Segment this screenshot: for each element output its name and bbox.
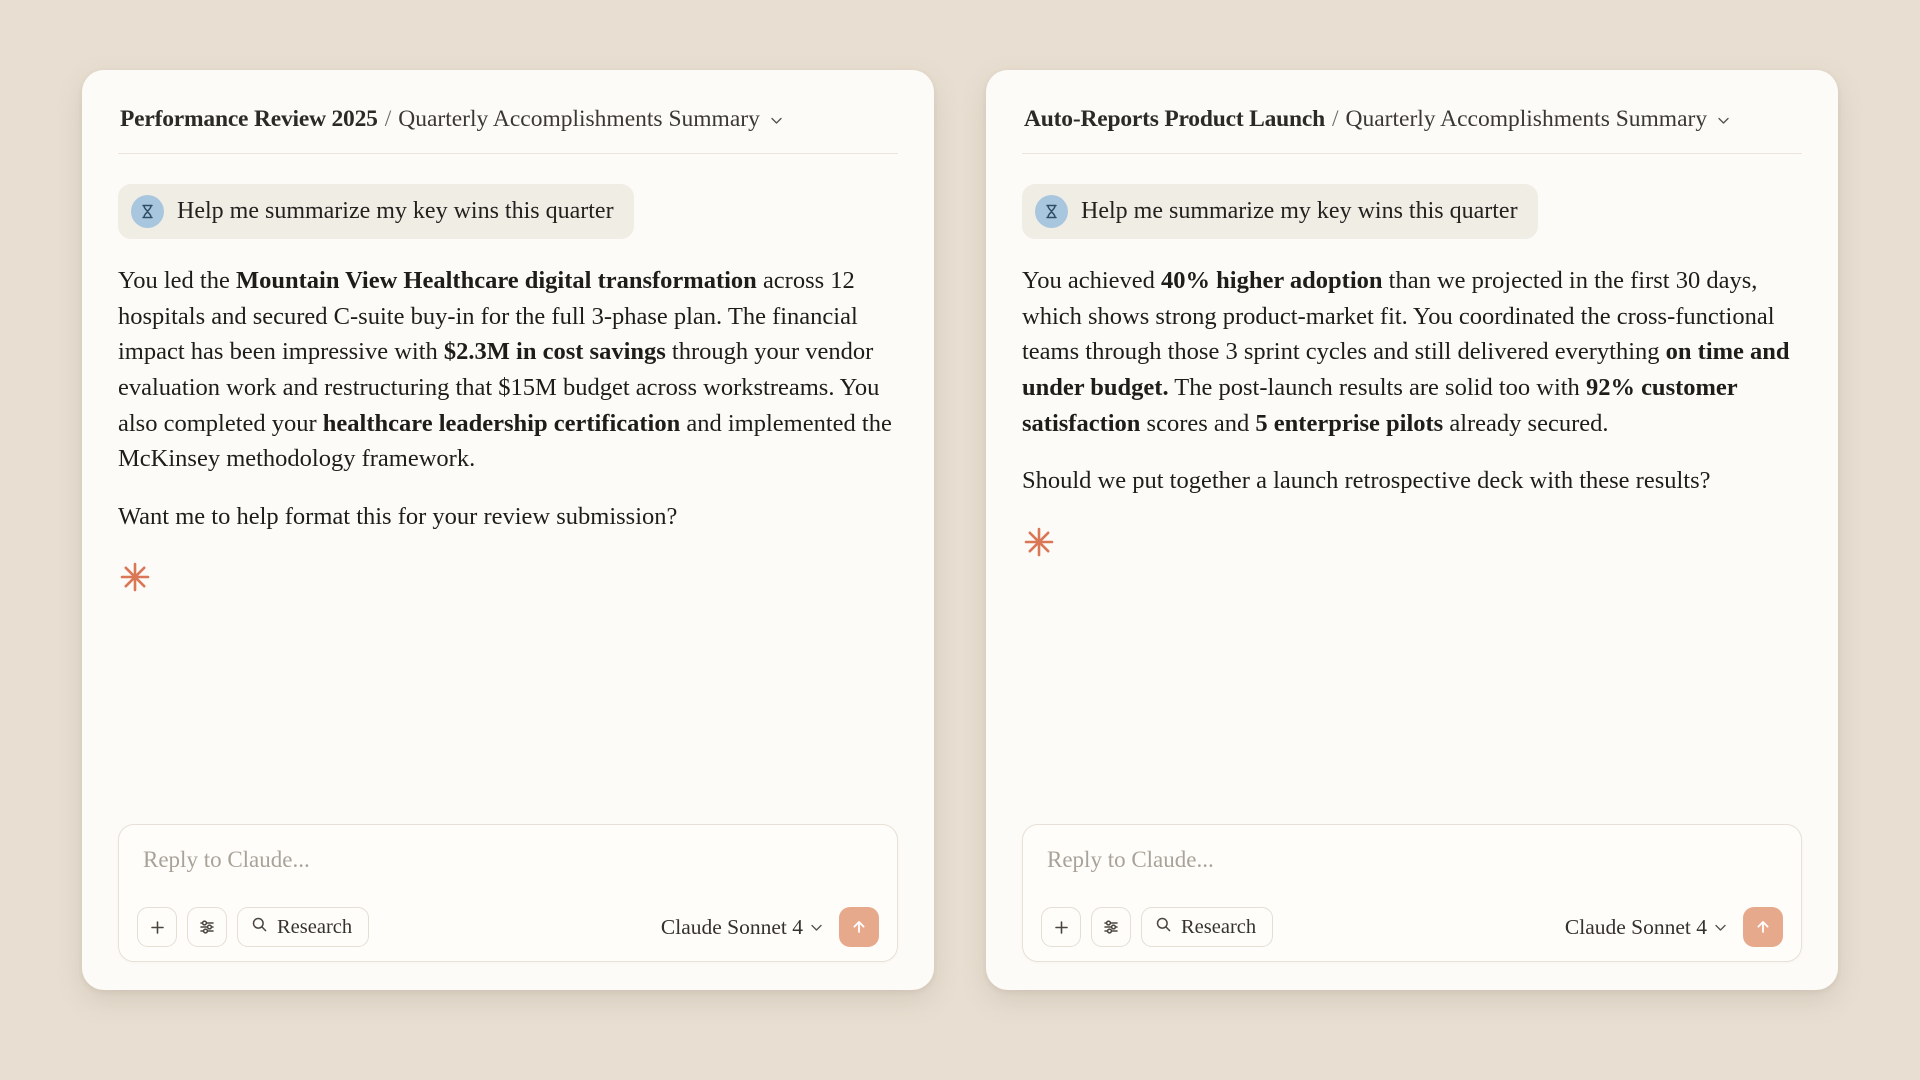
arrow-up-icon bbox=[1754, 918, 1772, 936]
chevron-down-icon bbox=[810, 915, 823, 940]
chevron-down-icon[interactable] bbox=[1717, 114, 1730, 127]
send-button[interactable] bbox=[1743, 907, 1783, 947]
user-message-text: Help me summarize my key wins this quarter bbox=[1081, 198, 1518, 224]
reply-input[interactable]: Reply to Claude... bbox=[1047, 847, 1214, 872]
composer-left bbox=[118, 824, 898, 962]
user-message bbox=[118, 184, 634, 239]
reply-text: scores and bbox=[1140, 409, 1256, 437]
plus-icon[interactable] bbox=[1041, 907, 1081, 947]
sliders-icon[interactable] bbox=[1091, 907, 1131, 947]
reply-text: and implemented the McKinsey methodology framework. bbox=[118, 409, 892, 473]
reply-emphasis: on time and under budget. bbox=[1022, 338, 1790, 401]
reply-text: Should we put together a launch retrospective deck with these results? bbox=[1022, 467, 1711, 495]
user-message bbox=[1022, 184, 1538, 239]
breadcrumb-conversation[interactable]: Quarterly Accomplishments Summary bbox=[398, 106, 760, 132]
reply-text: already secured. bbox=[1443, 409, 1609, 437]
reply-text: across 12 hospitals and secured C-suite buy-in for the full 3-phase plan. The financial impact has been impressive with bbox=[118, 267, 858, 366]
reply-input[interactable]: Reply to Claude... bbox=[143, 847, 310, 872]
reply-emphasis: 92% customer satisfaction bbox=[1022, 373, 1738, 437]
model-label: Claude Sonnet 4 bbox=[660, 914, 803, 939]
assistant-reply-right bbox=[1022, 263, 1802, 499]
model-selector[interactable] bbox=[1565, 915, 1727, 940]
conversation-panel-right bbox=[986, 70, 1838, 990]
research-label: Research bbox=[1181, 915, 1257, 938]
reply-text: than we projected in the first 30 days, which shows strong product-market fit. You coordinated the cross-functional teams through those 3 sprint cycles and still delivered everything bbox=[1022, 267, 1775, 366]
reply-text: through your vendor evaluation work and restructuring that $15M budget across workstreams. You also completed your bbox=[118, 338, 880, 437]
reply-paragraph bbox=[1022, 263, 1802, 441]
reply-emphasis: $2.3M in cost savings bbox=[443, 338, 666, 366]
reply-paragraph bbox=[118, 263, 898, 477]
reply-emphasis: 40% higher adoption bbox=[1161, 267, 1383, 294]
composer-toolbar bbox=[1041, 907, 1783, 947]
breadcrumb-conversation[interactable]: Quarterly Accomplishments Summary bbox=[1345, 106, 1708, 132]
research-button[interactable] bbox=[1141, 907, 1273, 947]
arrow-up-icon bbox=[850, 918, 868, 936]
conversation-panel-left bbox=[82, 70, 934, 990]
user-message-text: Help me summarize my key wins this quarter bbox=[177, 198, 614, 224]
search-icon bbox=[251, 916, 268, 939]
chevron-down-icon[interactable] bbox=[770, 114, 783, 127]
send-button[interactable] bbox=[839, 907, 879, 947]
plus-icon[interactable] bbox=[137, 907, 177, 947]
reply-text: You achieved bbox=[1022, 267, 1162, 294]
breadcrumb-project[interactable]: Performance Review 2025 bbox=[120, 106, 378, 132]
reply-emphasis: Mountain View Healthcare digital transformation bbox=[235, 267, 757, 294]
research-label: Research bbox=[277, 915, 353, 938]
breadcrumb-separator: / bbox=[1331, 106, 1339, 132]
assistant-reply-left bbox=[118, 263, 898, 534]
composer-right bbox=[1022, 824, 1802, 962]
model-label: Claude Sonnet 4 bbox=[1564, 914, 1707, 939]
reply-emphasis: 5 enterprise pilots bbox=[1255, 409, 1444, 437]
reply-text: The post-launch results are solid too with bbox=[1168, 373, 1586, 401]
reply-paragraph bbox=[118, 499, 898, 535]
breadcrumb-separator: / bbox=[384, 106, 392, 132]
search-icon bbox=[1155, 916, 1172, 939]
claude-sparkle-icon bbox=[1022, 525, 1056, 559]
reply-paragraph bbox=[1022, 463, 1802, 499]
content-spacer bbox=[1022, 559, 1802, 824]
breadcrumb-project[interactable]: Auto-Reports Product Launch bbox=[1024, 106, 1325, 132]
hourglass-avatar-icon bbox=[1035, 195, 1068, 228]
hourglass-avatar-icon bbox=[131, 195, 164, 228]
reply-text: Want me to help format this for your review submission? bbox=[118, 502, 678, 530]
breadcrumb[interactable] bbox=[1022, 100, 1802, 154]
reply-emphasis: healthcare leadership certification bbox=[322, 409, 681, 437]
content-spacer bbox=[118, 594, 898, 824]
sliders-icon[interactable] bbox=[187, 907, 227, 947]
model-selector[interactable] bbox=[661, 915, 823, 940]
research-button[interactable] bbox=[237, 907, 369, 947]
reply-text: You led the bbox=[118, 267, 236, 294]
claude-sparkle-icon bbox=[118, 560, 152, 594]
breadcrumb[interactable] bbox=[118, 100, 898, 154]
chevron-down-icon bbox=[1714, 915, 1727, 940]
composer-toolbar bbox=[137, 907, 879, 947]
